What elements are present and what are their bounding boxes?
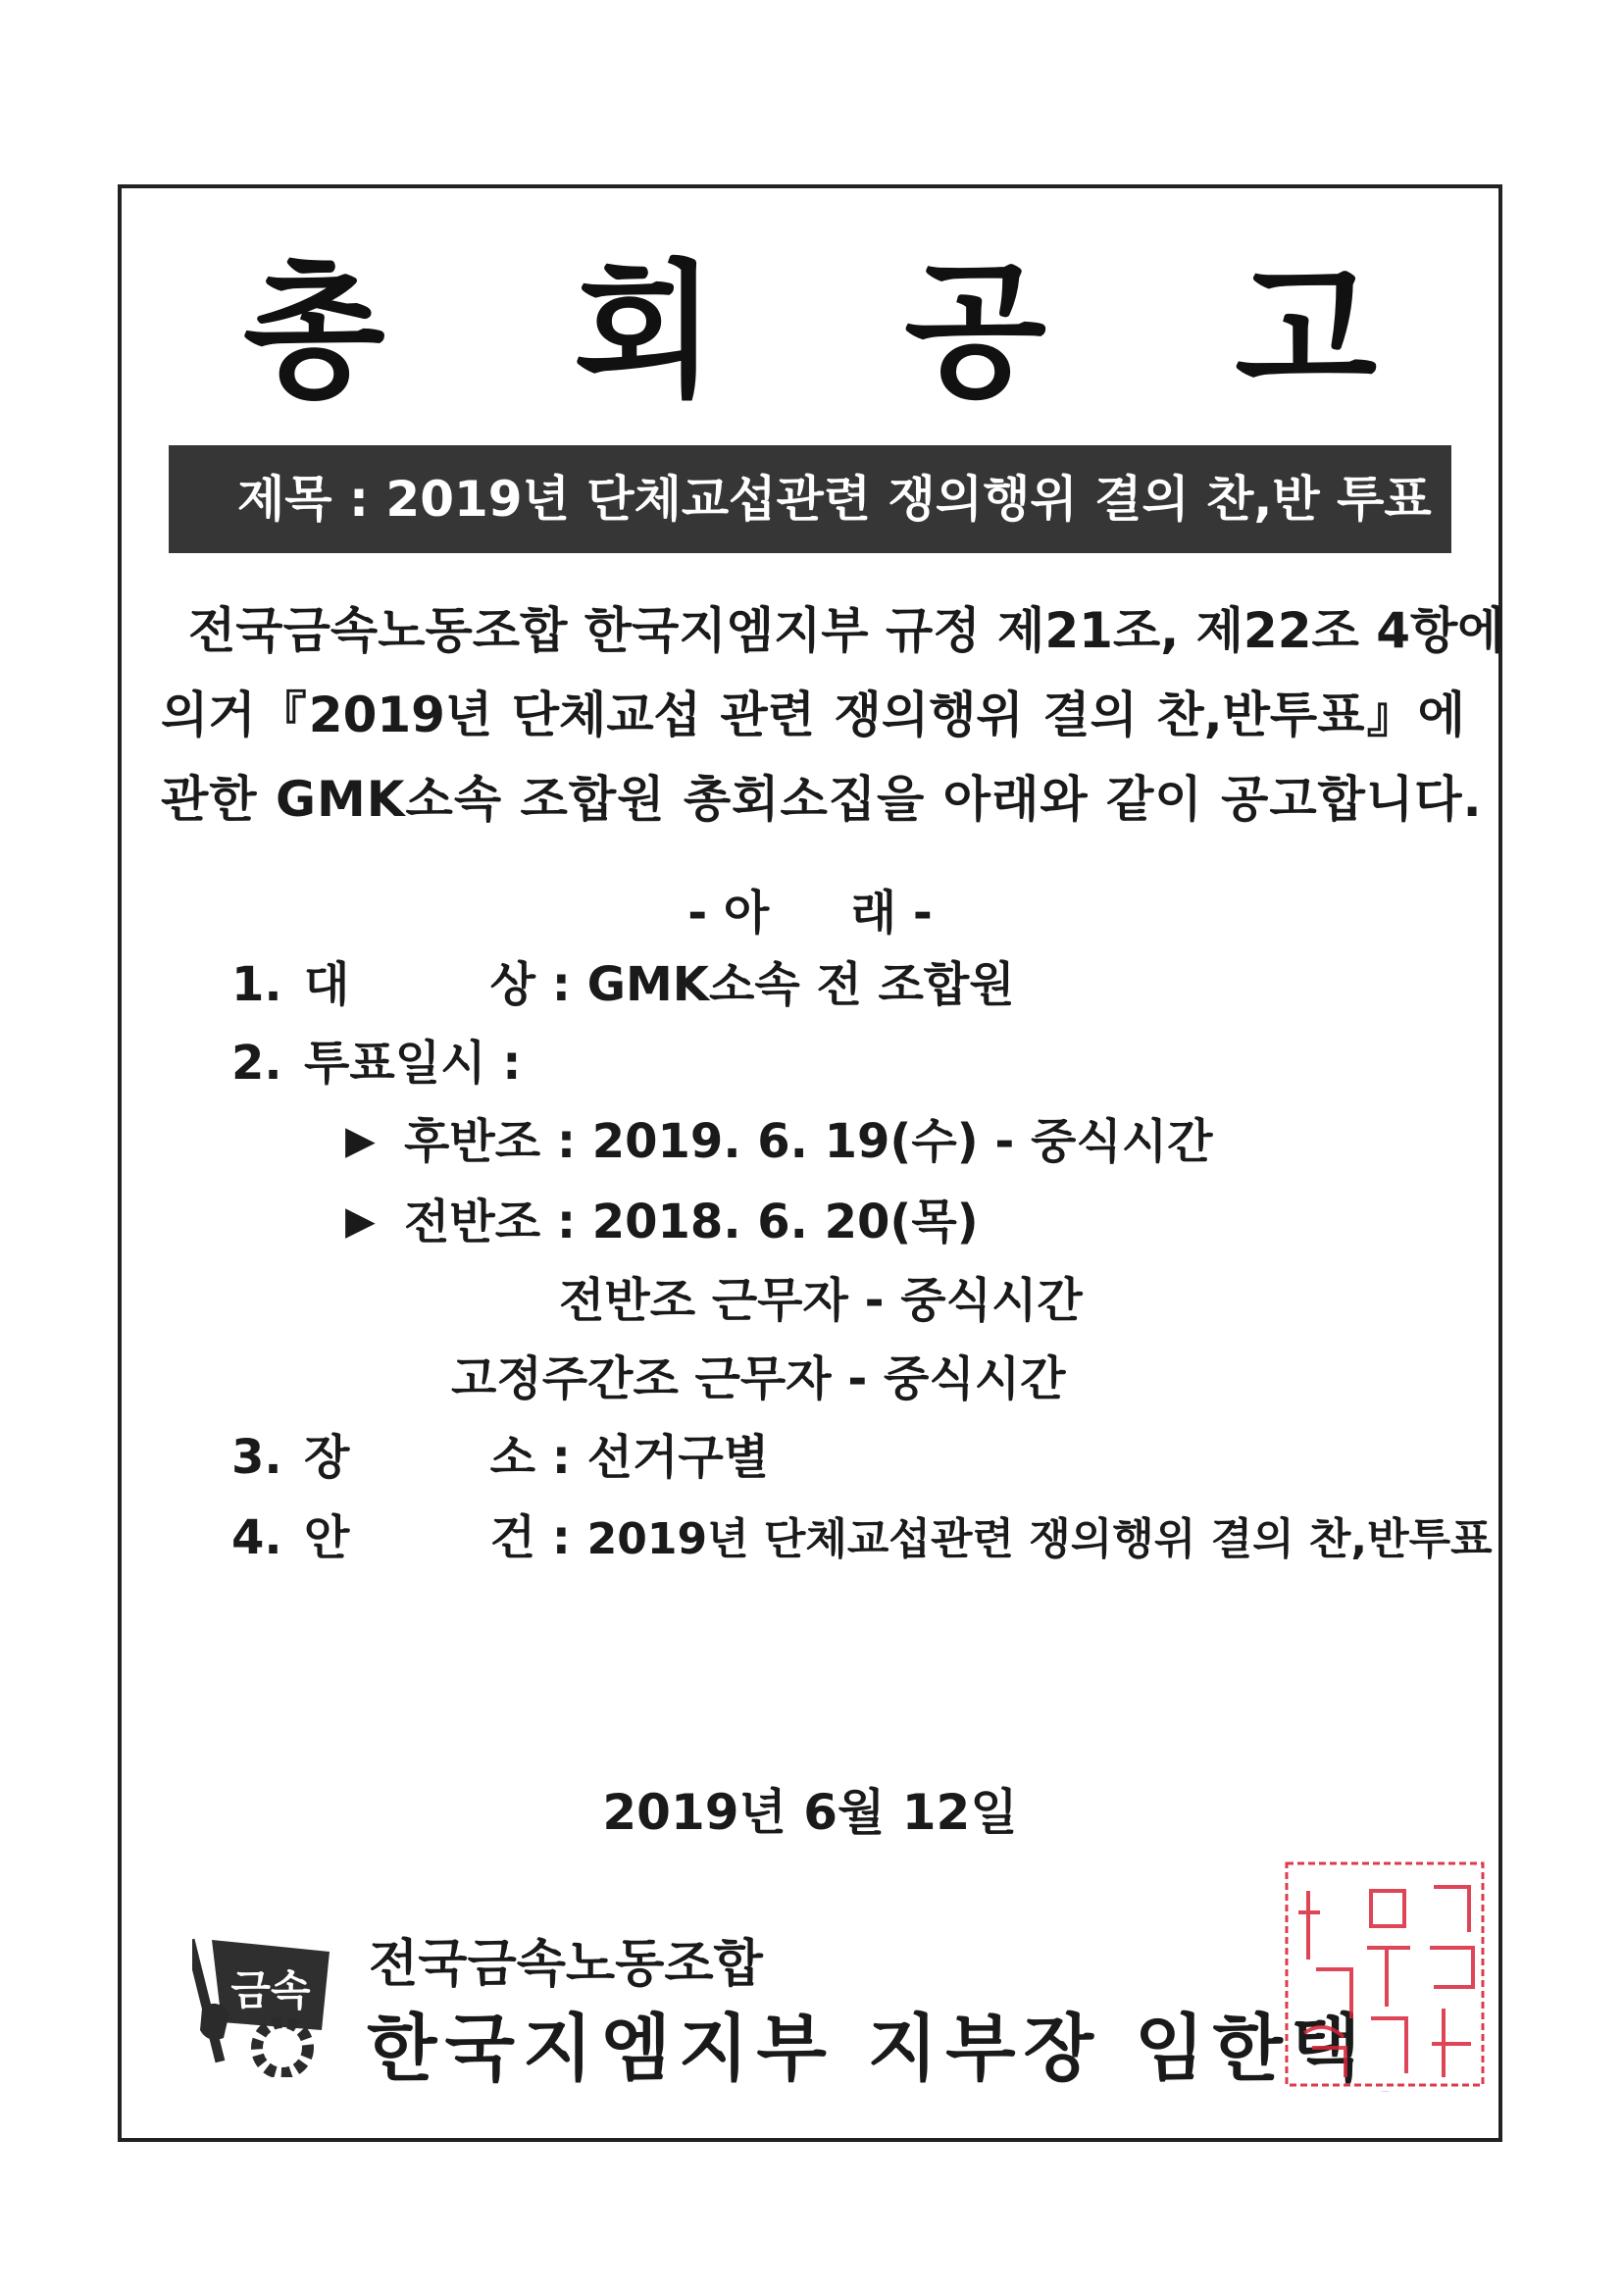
seal-text: 한국지엠지부장인 <box>1381 2092 1389 2093</box>
triangle-bullet-icon: ▶ <box>345 1118 376 1163</box>
item-value: 2019년 단체교섭관련 쟁의행위 결의 찬,반투표 <box>586 1514 1493 1564</box>
body-line-2: 의거『2019년 단체교섭 관련 쟁의행위 결의 찬,반투표』에 <box>161 687 1465 743</box>
official-seal-icon <box>1277 1852 1493 2097</box>
org-name: 전국금속노동조합 <box>369 1935 763 1994</box>
subject-text: 제목 : 2019년 단체교섭관련 쟁의행위 결의 찬,반 투표 <box>237 471 1432 528</box>
schedule-text: 전반조 : 2018. 6. 20(목) <box>404 1195 979 1249</box>
item-number: 2. <box>231 1036 282 1091</box>
org-signatory: 한국지엠지부 지부장 임한택 <box>367 2007 1369 2091</box>
triangle-bullet-icon: ▶ <box>345 1198 376 1244</box>
notice-title: 총 회 공 고 <box>242 247 1446 418</box>
item-separator: : <box>502 1036 522 1091</box>
item-value: 선거구별 <box>586 1430 770 1485</box>
item-number: 4. <box>231 1510 282 1565</box>
item-label: 투표일시 <box>304 1036 486 1091</box>
schedule-text: 후반조 : 2019. 6. 19(수) - 중식시간 <box>404 1114 1213 1169</box>
item-place <box>231 1430 770 1485</box>
body-line-3: 관한 GMK소속 조합원 총회소집을 아래와 같이 공고합니다. <box>161 771 1483 828</box>
item-label: 안 건 <box>304 1510 535 1565</box>
notice-body <box>161 588 1505 841</box>
item-label: 장 소 <box>304 1430 535 1485</box>
union-logo-icon <box>192 1910 339 2077</box>
item-number: 1. <box>231 957 282 1012</box>
below-heading: - 아 래 - <box>687 886 933 941</box>
item-target <box>231 957 1015 1012</box>
logo-text: 금속 <box>230 1966 311 2014</box>
subject-bar <box>169 445 1451 553</box>
item-agenda <box>231 1510 1493 1565</box>
schedule-early-shift-worker: 전반조 근무자 - 중식시간 <box>559 1273 1083 1328</box>
item-vote-datetime <box>231 1036 522 1091</box>
item-separator: : <box>551 1510 571 1565</box>
body-line-1: 전국금속노동조합 한국지엠지부 규정 제21조, 제22조 4항에 <box>188 602 1505 659</box>
item-separator: : <box>551 957 571 1012</box>
notice-date: 2019년 6월 12일 <box>602 1784 1018 1841</box>
schedule-late-shift <box>345 1114 1213 1169</box>
item-separator: : <box>551 1430 571 1485</box>
item-value: GMK소속 전 조합원 <box>586 957 1015 1012</box>
schedule-fixed-day-worker: 고정주간조 근무자 - 중식시간 <box>451 1351 1066 1406</box>
item-label: 대 상 <box>304 957 535 1012</box>
notice-frame <box>118 184 1505 2142</box>
item-number: 3. <box>231 1430 282 1485</box>
schedule-early-shift <box>345 1195 979 1249</box>
